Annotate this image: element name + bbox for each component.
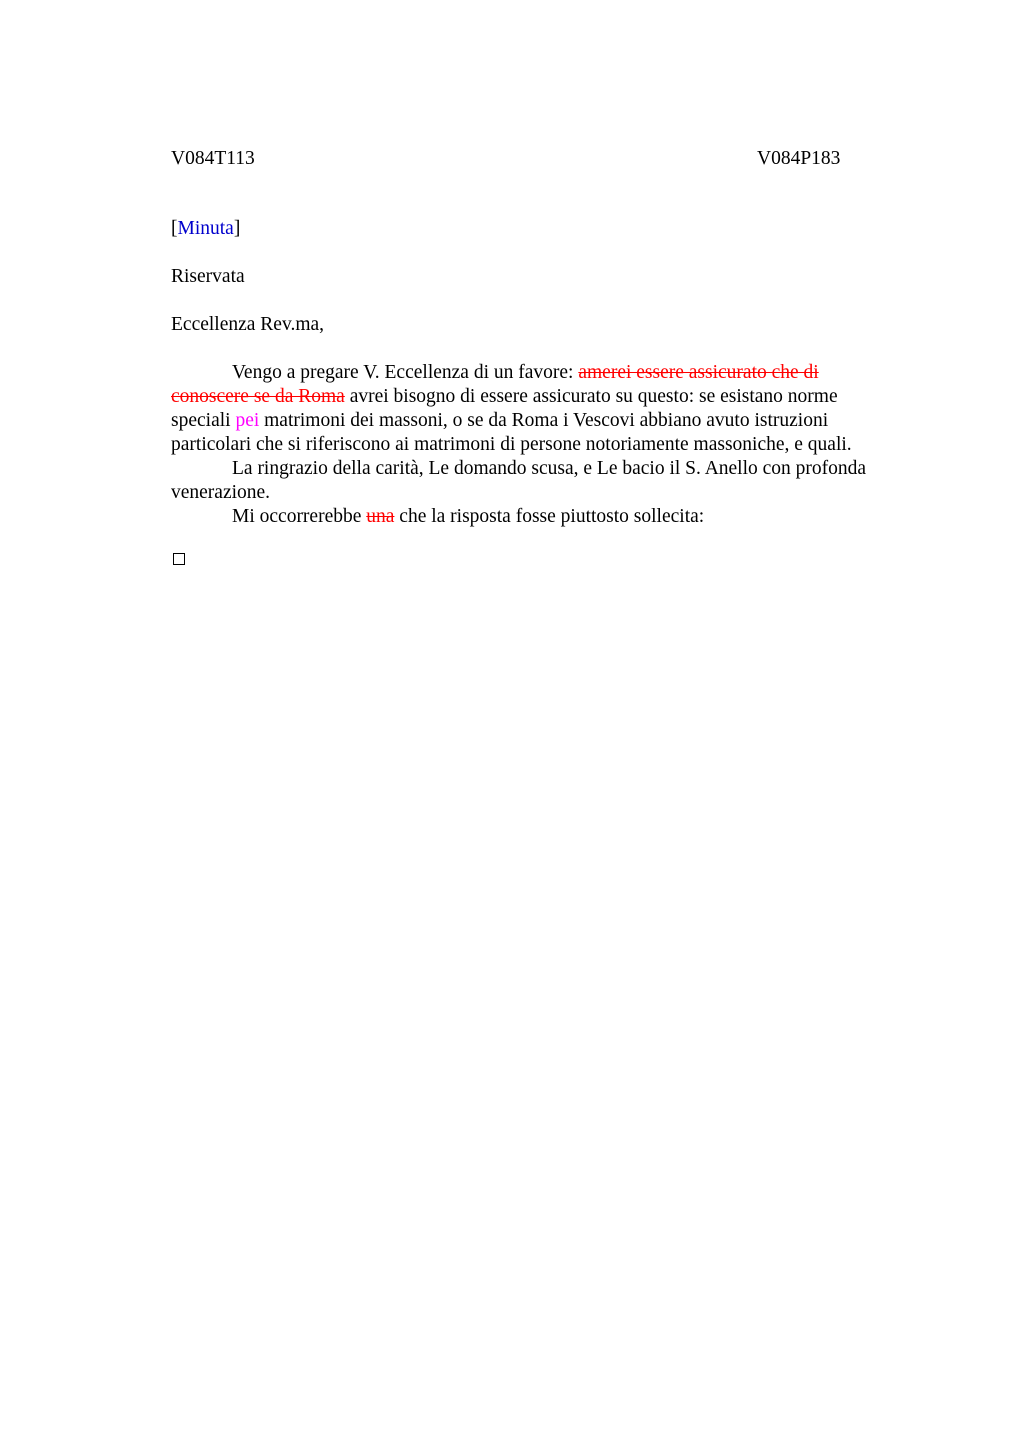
empty-square-icon: [173, 553, 185, 565]
body-text: venerazione.: [171, 482, 271, 503]
classification-label: Riservata: [171, 266, 245, 287]
body-text: che la risposta fosse piuttosto sollecita:: [394, 506, 705, 527]
page-reference-code: V084P183: [757, 148, 841, 169]
body-text: matrimoni dei massoni, o se da Roma i Vescovi abbiano avuto istruzioni: [259, 410, 829, 431]
document-reference-code: V084T113: [171, 148, 255, 169]
inserted-text: pei: [235, 410, 260, 431]
body-text: La ringrazio della carità, Le domando scusa, e Le bacio il S. Anello con profonda: [232, 458, 867, 479]
paragraph-2-line-2: [171, 481, 921, 505]
body-text: Mi occorrerebbe: [232, 506, 367, 527]
letter-body: [171, 361, 921, 529]
body-text: particolari che si riferiscono ai matrimoni di persone notoriamente massoniche, e quali.: [171, 434, 852, 455]
paragraph-1-line-2: [171, 385, 921, 409]
deleted-text: una: [366, 506, 395, 527]
paragraph-2-line-1: [171, 457, 921, 481]
body-text: avrei bisogno di essere assicurato su questo: se esistano norme: [344, 386, 838, 407]
editorial-note: [171, 217, 240, 241]
paragraph-1-line-4: [171, 433, 921, 457]
body-text: speciali: [171, 410, 236, 431]
body-text: Vengo a pregare V. Eccellenza di un favore:: [232, 362, 579, 383]
editorial-label: Minuta: [177, 218, 234, 239]
paragraph-3-line-1: [171, 505, 921, 529]
bracket-open: [: [171, 218, 178, 239]
deleted-text: conoscere se da Roma: [171, 386, 345, 407]
deleted-text: amerei essere assicurato che di: [578, 362, 819, 383]
salutation: Eccellenza Rev.ma,: [171, 314, 325, 335]
paragraph-1-line-3: [171, 409, 921, 433]
bracket-close: ]: [233, 218, 241, 239]
paragraph-1-line-1: [171, 361, 921, 385]
